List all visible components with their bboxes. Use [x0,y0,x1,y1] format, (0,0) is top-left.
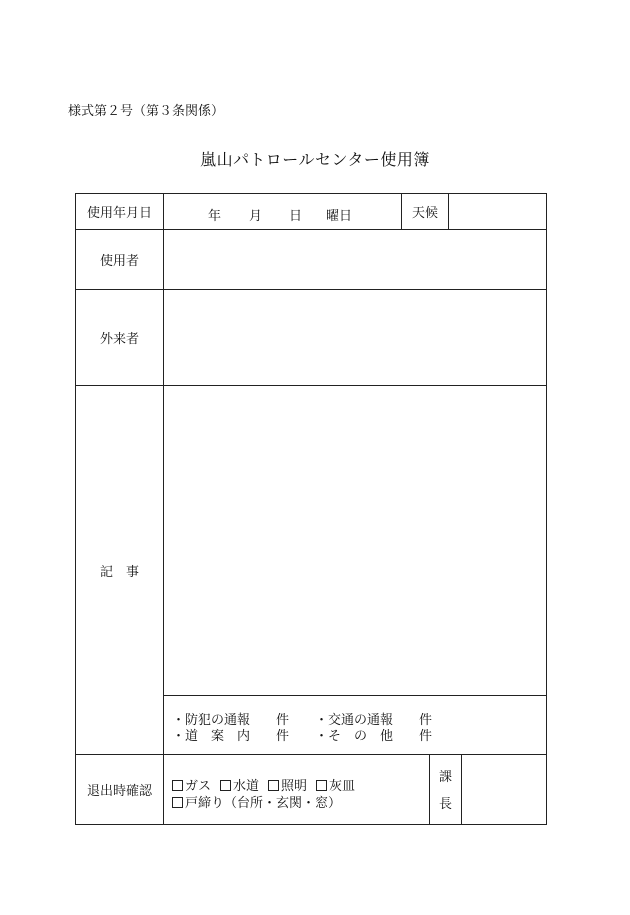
weather-field[interactable] [449,194,547,229]
checkbox-square-icon [316,780,327,791]
checkbox-ashtray[interactable]: 灰皿 [316,779,355,794]
checkbox-square-icon [268,780,279,791]
row-divider [164,695,547,696]
weekday-unit: 曜日 [326,209,353,224]
checkbox-lights[interactable]: 照明 [268,779,307,794]
tally-item-crime-report: ・防犯の通報 件 [172,713,290,728]
tally-row [172,725,432,744]
checkbox-square-icon [172,797,183,808]
tally-item-directions: ・道 案 内 件 [172,729,290,744]
usage-log-table [75,193,547,825]
form-number: 様式第２号（第３条関係） [68,104,225,119]
weather-label: 天候 [411,206,438,221]
visitor-label: 外来者 [99,332,139,347]
day-unit: 日 [289,209,303,224]
checklist-row [172,792,350,811]
notes-label: 記 事 [99,564,139,580]
month-unit: 月 [249,209,263,224]
approver-label-ka: 課 [438,769,452,785]
tally-item-traffic-report: ・交通の通報 件 [315,713,433,728]
year-unit: 年 [208,209,222,224]
checkbox-square-icon [220,780,231,791]
approver-label-chou: 長 [438,796,452,812]
approver-stamp-field[interactable] [461,754,547,825]
date-label: 使用年月日 [86,206,152,221]
user-field[interactable] [164,230,547,289]
checkbox-water[interactable]: 水道 [220,779,259,794]
user-label: 使用者 [99,254,139,269]
tally-item-other: ・そ の 他 件 [315,729,433,744]
checkbox-square-icon [172,780,183,791]
page-title: 嵐山パトロールセンター使用簿 [200,150,430,169]
checkbox-gas[interactable]: ガス [172,779,211,794]
visitor-field[interactable] [164,290,547,385]
notes-field[interactable] [164,386,547,695]
checkbox-door-lock[interactable]: 戸締り（台所・玄関・窓） [172,796,341,811]
exit-check-label: 退出時確認 [86,784,152,799]
